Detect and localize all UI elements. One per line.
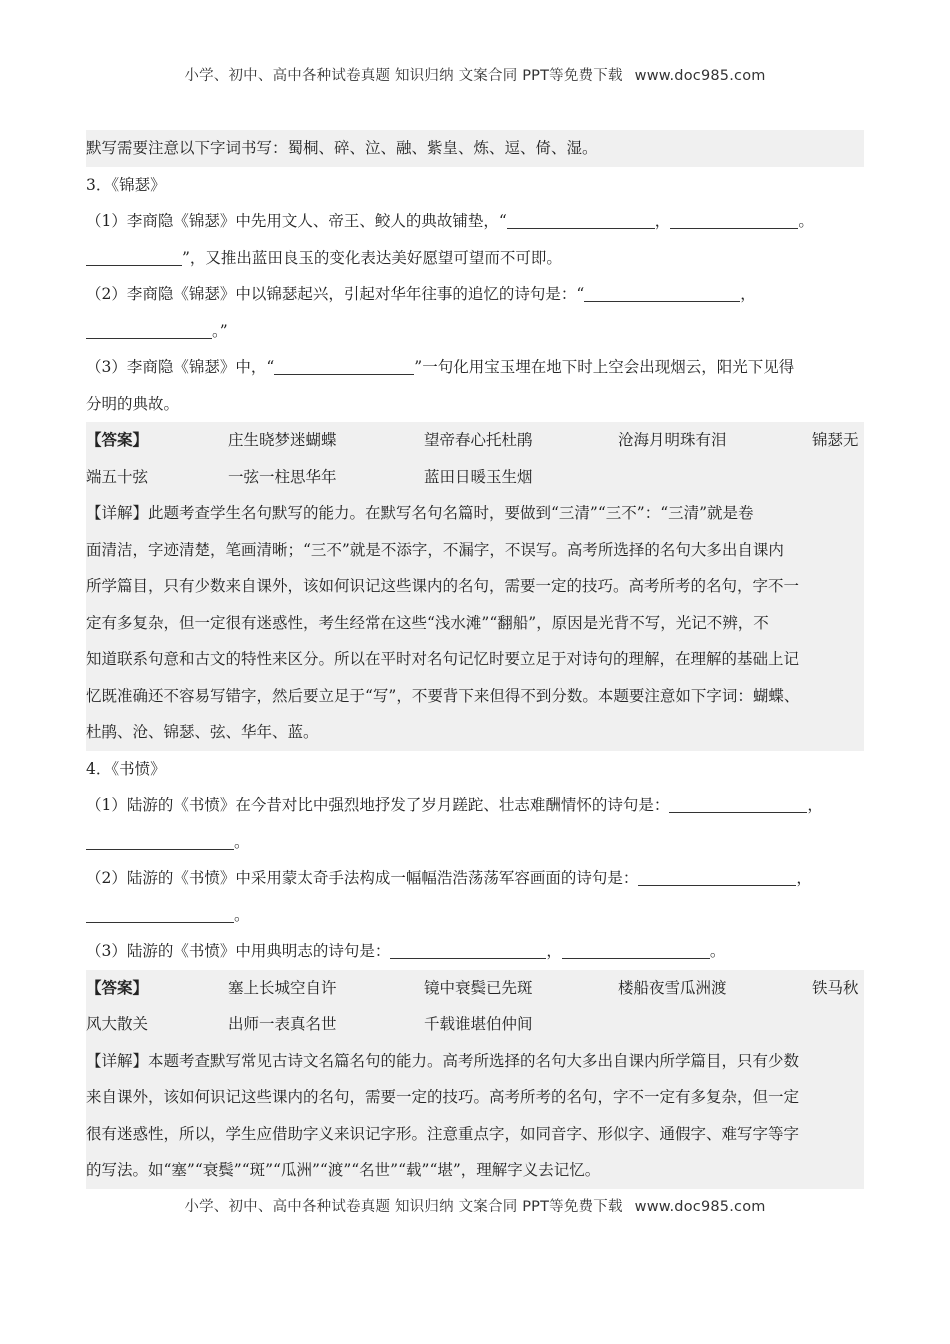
q3-detail-line: 所学篇目，只有少数来自课外，该如何识记这些课内的名句，需要一定的技巧。高考所考的名句，字不一 <box>86 568 864 605</box>
page-header <box>0 64 950 85</box>
q3-blank-5[interactable] <box>86 318 212 339</box>
q3-detail-line: 忆既准确还不容易写错字，然后要立足于“写”，不要背下来但得不到分数。本题要注意如下字词：蝴蝶、 <box>86 678 864 715</box>
q4-part3-comma: ， <box>546 942 562 960</box>
q3-part1-comma: ， <box>654 212 671 230</box>
q3-answer-row-1 <box>86 422 864 459</box>
q4-answer-item: 塞上长城空自许 <box>228 978 337 997</box>
q4-answer-row-2 <box>86 1006 864 1043</box>
document-body <box>86 130 864 1189</box>
q4-detail-line: 来自课外，该如何识记这些课内的名句，需要一定的技巧。高考所考的名句，字不一定有多复杂，但一定 <box>86 1079 864 1116</box>
q3-part3-line1 <box>86 349 864 386</box>
q4-part3-tail: 。 <box>709 942 726 960</box>
q4-blank-5[interactable] <box>390 938 546 959</box>
q4-part1-text: （1）陆游的《书愤》在今昔对比中强烈地抒发了岁月蹉跎、壮志难酬情怀的诗句是： <box>86 796 670 814</box>
q3-answer-label: 【答案】 <box>86 430 149 449</box>
footer-site: www.doc985.com <box>634 1199 766 1215</box>
q3-part2-line2 <box>86 313 864 350</box>
q3-part3-mid: ”一句化用宝玉埋在地下时上空会出现烟云，阳光下见得 <box>414 358 795 376</box>
q3-blank-4[interactable] <box>584 281 740 302</box>
q3-part1-line1 <box>86 203 864 240</box>
q4-part3-text: （3）陆游的《书愤》中用典明志的诗句是： <box>86 942 391 960</box>
q3-part2-comma: ， <box>740 285 756 303</box>
q3-part1-line2 <box>86 240 864 277</box>
q3-detail-line: 知道联系句意和古文的特性来区分。所以在平时对名句记忆时要立足于对诗句的理解，在理解的基础上记 <box>86 641 864 678</box>
q4-part2-line1 <box>86 860 864 897</box>
prev-answer-note: 默写需要注意以下字词书写：蜀桐、碎、泣、融、紫皇、炼、逗、倚、湿。 <box>86 130 864 167</box>
q4-answer-item: 楼船夜雪瓜洲渡 <box>618 978 727 997</box>
q3-answer-item: 锦瑟无 <box>812 431 859 449</box>
q4-part2-text: （2）陆游的《书愤》中采用蒙太奇手法构成一幅幅浩浩荡荡军容画面的诗句是： <box>86 869 639 887</box>
q3-part1-text: （1）李商隐《锦瑟》中先用文人、帝王、鲛人的典故铺垫，“ <box>86 212 507 230</box>
q3-answer-item: 蓝田日暖玉生烟 <box>424 467 533 486</box>
q3-answer-row-2 <box>86 459 864 496</box>
q4-answer-item: 镜中衰鬓已先斑 <box>424 978 533 997</box>
q4-blank-3[interactable] <box>638 865 796 886</box>
q4-answer-item: 千载谁堪伯仲间 <box>424 1015 533 1033</box>
q3-detail-line: 【详解】此题考查学生名句默写的能力。在默写名句名篇时，要做到“三清”“三不”：“三清”就是卷 <box>86 495 864 532</box>
q4-part2-line2 <box>86 897 864 934</box>
q3-part2-tail: 。” <box>212 321 228 340</box>
q4-blank-1[interactable] <box>669 792 807 813</box>
q3-part2-text: （2）李商隐《锦瑟》中以锦瑟起兴，引起对华年往事的追忆的诗句是：“ <box>86 285 585 303</box>
header-site: www.doc985.com <box>634 68 766 84</box>
q3-answer-item: 端五十弦 <box>86 467 149 486</box>
q3-blank-2[interactable] <box>670 208 798 229</box>
q4-answer-row-1 <box>86 970 864 1007</box>
q3-blank-3[interactable] <box>86 245 182 266</box>
q4-part1-line1 <box>86 787 864 824</box>
q4-detail-line: 【详解】本题考查默写常见古诗文名篇名句的能力。高考所选择的名句大多出自课内所学篇目，只有少数 <box>86 1043 864 1080</box>
q4-part1-line2 <box>86 824 864 861</box>
page-footer <box>0 1195 950 1216</box>
q3-part2-line1 <box>86 276 864 313</box>
q4-part2-comma: ， <box>796 869 812 887</box>
q4-answer-item: 出师一表真名世 <box>228 1015 337 1033</box>
q3-part3-line2: 分明的典故。 <box>86 394 180 413</box>
q4-answer-item: 风大散关 <box>86 1015 149 1033</box>
q3-answer-item: 沧海月明珠有泪 <box>618 431 727 449</box>
q4-answer-item: 铁马秋 <box>812 978 859 997</box>
q4-answer-label: 【答案】 <box>86 977 149 997</box>
q4-part2-tail: 。 <box>234 905 250 924</box>
q4-part1-tail: 。 <box>234 832 250 851</box>
q4-detail-line: 的写法。如“塞”“衰鬓”“斑”“瓜洲”“渡”“名世”“载”“堪”，理解字义去记忆。 <box>86 1152 864 1189</box>
q3-detail-line: 定有多复杂，但一定很有迷惑性，考生经常在这些“浅水滩”“翻船”，原因是光背不写，光记不辨，不 <box>86 605 864 642</box>
q3-answer-item: 一弦一柱思华年 <box>228 467 337 486</box>
q3-part1-period: 。 <box>798 212 814 230</box>
q3-answer-item: 望帝春心托杜鹃 <box>424 431 533 449</box>
q4-blank-6[interactable] <box>562 938 710 959</box>
q4-part3-line <box>86 933 864 970</box>
q3-blank-6[interactable] <box>274 354 414 375</box>
q3-answer-item: 庄生晓梦迷蝴蝶 <box>228 431 337 449</box>
header-text: 小学、初中、高中各种试卷真题 知识归纳 文案合同 PPT等免费下载 <box>184 68 623 84</box>
q3-part1-tail: ”，又推出蓝田良玉的变化表达美好愿望可望而不可即。 <box>182 248 562 267</box>
q3-part3-text: （3）李商隐《锦瑟》中，“ <box>86 358 275 376</box>
q3-detail-line: 杜鹃、沧、锦瑟、弦、华年、蓝。 <box>86 714 864 751</box>
q4-blank-2[interactable] <box>86 829 234 850</box>
q4-part1-comma: ， <box>807 796 823 814</box>
q3-blank-1[interactable] <box>507 208 655 229</box>
q4-title: 4．《书愤》 <box>86 759 166 778</box>
q4-detail-line: 很有迷惑性，所以，学生应借助字义来识记字形。注意重点字，如同音字、形似字、通假字、难写字等字 <box>86 1116 864 1153</box>
footer-text: 小学、初中、高中各种试卷真题 知识归纳 文案合同 PPT等免费下载 <box>184 1199 623 1215</box>
q3-detail-line: 面清洁，字迹清楚，笔画清晰；“三不”就是不添字，不漏字，不误写。高考所选择的名句大多出自课内 <box>86 532 864 569</box>
q3-title: 3．《锦瑟》 <box>86 175 166 194</box>
q4-blank-4[interactable] <box>86 902 234 923</box>
